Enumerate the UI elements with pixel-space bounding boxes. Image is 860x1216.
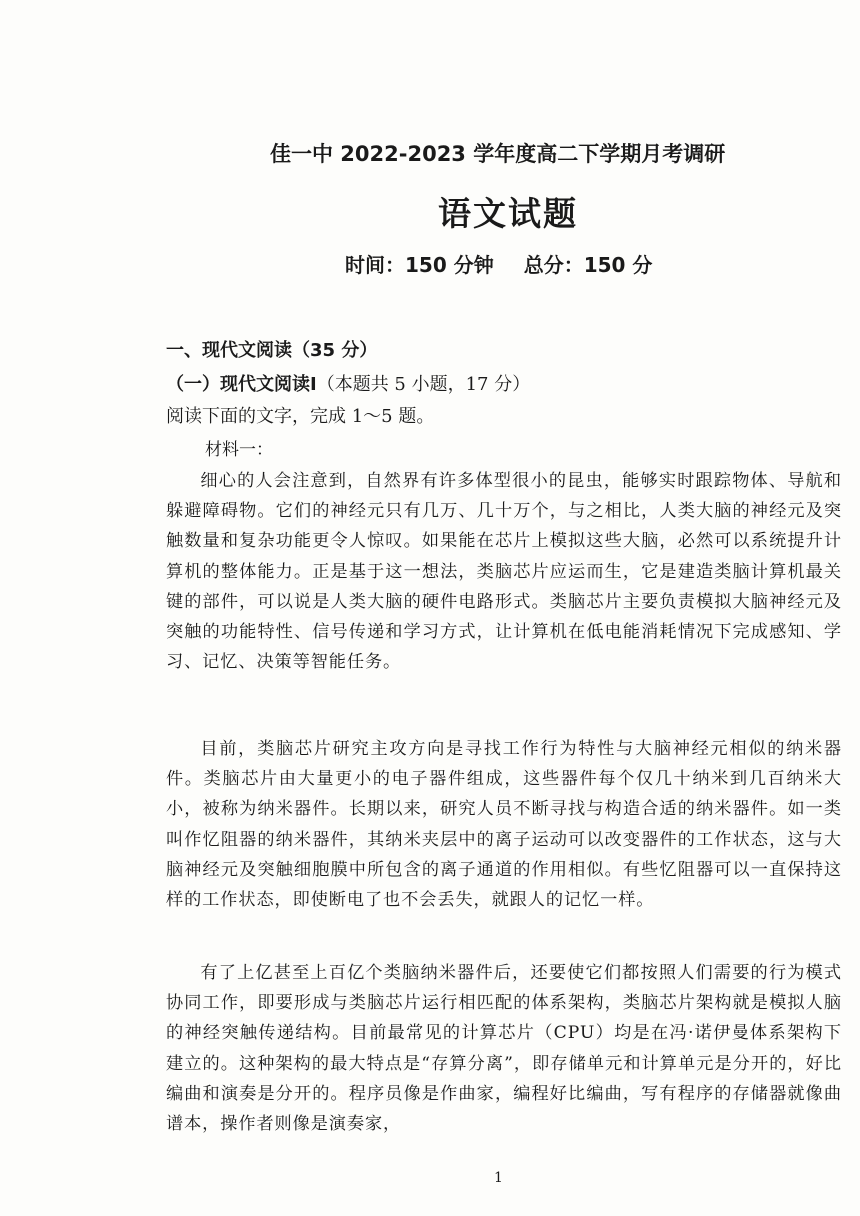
- paragraph: 有了上亿甚至上百亿个类脑纳米器件后，还要使它们都按照人们需要的行为模式协同工作，即要形成与类脑芯片运行相匹配的体系架构，类脑芯片架构就是模拟人脑的神经突触传递结构。目前最常见的计算芯片（CPU）均是在冯·诺伊曼体系架构下建立的。这种架构的最大特点是“存算分离”，即存储单元和计算单元是分开的，好比编曲和演奏是分开的。程序员像是作曲家，编程好比编曲，写有程序的存储器就像曲谱本，操作者则像是演奏家，: [166, 963, 842, 1135]
- subsection-heading-title: （一）现代文阅读Ⅰ: [166, 374, 317, 395]
- page-number: 1: [494, 1170, 503, 1186]
- school-title: 佳一中 2022-2023 学年度高二下学期月考调研: [270, 142, 726, 166]
- paragraph: 目前，类脑芯片研究主攻方向是寻找工作行为特性与大脑神经元相似的纳米器件。类脑芯片由大量更小的电子器件组成，这些器件每个仅几十纳米到几百纳米大小，被称为纳米器件。长期以来，研究人员不断寻找与构造合适的纳米器件。如一类叫作忆阻器的纳米器件，其纳米夹层中的离子运动可以改变器件的工作状态，这与大脑神经元及突触细胞膜中所包含的离子通道的作用相似。有些忆阻器可以一直保持这样的工作状态，即使断电了也不会丢失，就跟人的记忆一样。: [166, 739, 842, 911]
- reading-instruction: 阅读下面的文字，完成 1～5 题。: [166, 406, 435, 427]
- exam-meta: [345, 249, 652, 278]
- subsection-heading: [166, 370, 530, 396]
- paragraph: 细心的人会注意到，自然界有许多体型很小的昆虫，能够实时跟踪物体、导航和躲避障碍物。它们的神经元只有几万、几十万个，与之相比，人类大脑的神经元及突触数量和复杂功能更令人惊叹。如果能在芯片上模拟这些大脑，必然可以系统提升计算机的整体能力。正是基于这一想法，类脑芯片应运而生，它是建造类脑计算机最关键的部件，可以说是人类大脑的硬件电路形式。类脑芯片主要负责模拟大脑神经元及突触的功能特性、信号传递和学习方式，让计算机在低电能消耗情况下完成感知、学习、记忆、决策等智能任务。: [166, 471, 842, 673]
- exam-total-score: 总分：150 分: [523, 253, 653, 277]
- section-heading: 一、现代文阅读（35 分）: [166, 340, 378, 361]
- subject-title: 语文试题: [438, 194, 578, 233]
- exam-time: 时间：150 分钟: [345, 253, 494, 277]
- material-label: 材料一：: [205, 440, 273, 460]
- subsection-heading-note: （本题共 5 小题，17 分）: [316, 374, 531, 395]
